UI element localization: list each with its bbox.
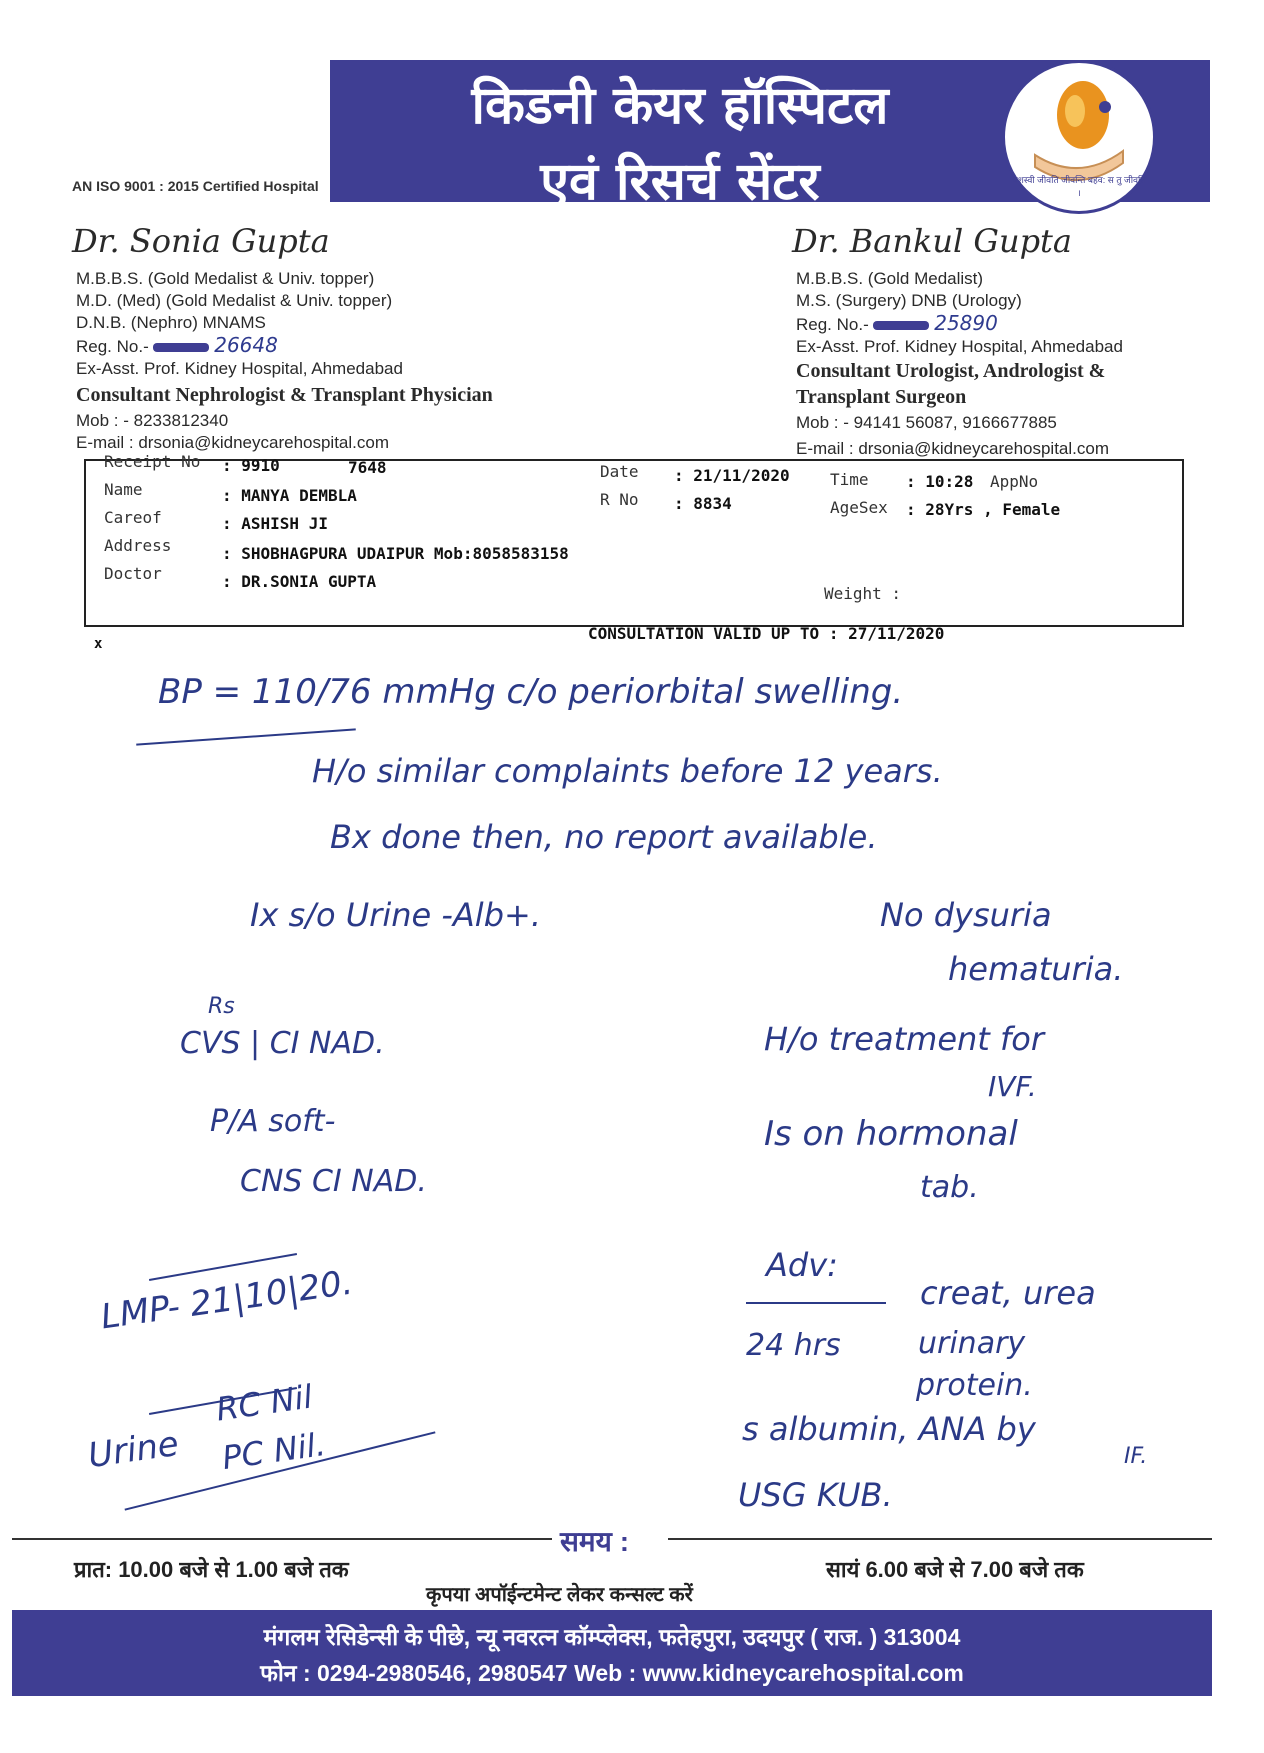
note-cns: CNS CI NAD.	[240, 1164, 427, 1199]
credential-line: D.N.B. (Nephro) MNAMS	[76, 313, 266, 332]
careof-label: Careof	[104, 508, 162, 527]
doctor-value: : DR.SONIA GUPTA	[222, 572, 377, 591]
note-investigation: Ix s/o Urine -Alb+.	[250, 896, 541, 934]
redaction-mark	[873, 321, 929, 330]
evening-hours: सायं 6.00 बजे से 7.00 बजे तक	[826, 1557, 1084, 1582]
rno-value: : 8834	[674, 494, 732, 513]
hospital-title-line1: किडनी केयर हॉस्पिटल	[471, 76, 889, 136]
hospital-logo	[1002, 60, 1156, 214]
doctor-label: Doctor	[104, 564, 162, 583]
note-rs: Rs	[208, 994, 235, 1019]
agesex-value: : 28Yrs , Female	[906, 500, 1061, 519]
doctor-right-name: Dr. Bankul Gupta	[792, 222, 1072, 260]
note-ivf: IVF.	[988, 1070, 1037, 1103]
x-mark: x	[94, 636, 103, 652]
patient-name: : MANYA DEMBLA	[222, 486, 357, 505]
time-value: : 10:28	[906, 472, 974, 491]
doctor-right-credentials	[796, 268, 1123, 358]
role-line: Consultant Urologist, Andrologist &	[796, 360, 1106, 382]
consultation-validity: CONSULTATION VALID UP TO : 27/11/2020	[588, 624, 945, 643]
reg-number-handwritten: 25890	[934, 311, 998, 335]
note-advice-24hrs: 24 hrs	[746, 1328, 841, 1363]
note-lmp: LMP- 21|10|20.	[98, 1262, 356, 1338]
date-value: : 21/11/2020	[674, 466, 790, 485]
receipt-label: Receipt No	[104, 452, 201, 471]
note-advice-label: Adv:	[766, 1246, 838, 1284]
careof-value: : ASHISH JI	[222, 514, 328, 533]
doctor-right-role	[796, 358, 1105, 410]
note-advice-albumin: s albumin, ANA by	[742, 1410, 1036, 1448]
note-hematuria: hematuria.	[948, 950, 1124, 988]
rno-label: R No	[600, 490, 639, 509]
credential-line: Reg. No.- 26648	[76, 333, 278, 357]
note-pa: P/A soft-	[210, 1104, 336, 1139]
morning-hours: प्रात: 10.00 बजे से 1.00 बजे तक	[74, 1557, 349, 1582]
time-label: Time	[830, 470, 869, 489]
credential-line: Ex-Asst. Prof. Kidney Hospital, Ahmedabad	[76, 359, 403, 378]
divider-left	[12, 1538, 552, 1540]
note-no-dysuria: No dysuria	[880, 896, 1052, 934]
note-ho-treatment: H/o treatment for	[764, 1020, 1044, 1058]
date-label: Date	[600, 462, 639, 481]
name-label: Name	[104, 480, 143, 499]
note-advice-if: IF.	[1124, 1444, 1148, 1469]
note-biopsy: Bx done then, no report available.	[330, 818, 878, 856]
iso-certification: AN ISO 9001 : 2015 Certified Hospital	[72, 178, 319, 194]
credential-line: Ex-Asst. Prof. Kidney Hospital, Ahmedabad	[796, 337, 1123, 356]
footer-address: मंगलम रेसिडेन्सी के पीछे, न्यू नवरत्न कॉम्प्लेक्स, फतेहपुरा, उदयपुर ( राज. ) 313004	[263, 1624, 961, 1650]
redaction-mark	[153, 343, 209, 352]
receipt-number-2: 7648	[348, 458, 387, 477]
doctor-right-email: E-mail : drsonia@kidneycarehospital.com	[796, 439, 1109, 458]
hospital-title	[350, 68, 1010, 220]
note-history: H/o similar complaints before 12 years.	[312, 752, 943, 790]
note-urine: Urine	[85, 1423, 182, 1477]
note-urine-pc: PC Nil.	[219, 1424, 328, 1478]
underline-stroke	[136, 728, 356, 745]
doctor-left-mobile: Mob : - 8233812340	[76, 411, 229, 430]
note-hormonal: Is on hormonal	[764, 1114, 1018, 1154]
weight-label: Weight :	[824, 584, 902, 603]
doctor-left-role: Consultant Nephrologist & Transplant Physician	[76, 384, 493, 406]
appointment-note: कृपया अपॉईन्टमेन्ट लेकर कन्सल्ट करें	[426, 1584, 693, 1606]
reg-number-handwritten: 26648	[214, 333, 278, 357]
divider-right	[668, 1538, 1212, 1540]
credential-line: M.S. (Surgery) DNB (Urology)	[796, 291, 1022, 310]
footer-contact: फोन : 0294-2980546, 2980547 Web : www.kidneycarehospital.com	[260, 1660, 964, 1686]
note-advice-protein: protein.	[916, 1368, 1033, 1403]
doctor-left-email: E-mail : drsonia@kidneycarehospital.com	[76, 433, 389, 452]
note-advice-creat-urea: creat, urea	[920, 1274, 1096, 1312]
note-advice-usg: USG KUB.	[738, 1476, 893, 1514]
credential-line: M.D. (Med) (Gold Medalist & Univ. topper)	[76, 291, 393, 310]
receipt-number: : 9910	[222, 456, 280, 475]
agesex-label: AgeSex	[830, 498, 888, 517]
role-line: Transplant Surgeon	[796, 386, 967, 408]
hospital-title-line2: एवं रिसर्च सेंटर	[540, 152, 820, 212]
appno-label: AppNo	[990, 472, 1039, 491]
note-advice-urinary: urinary	[918, 1326, 1026, 1361]
doctor-left-name: Dr. Sonia Gupta	[72, 222, 330, 260]
doctor-left-credentials	[76, 268, 403, 380]
credential-line: M.B.B.S. (Gold Medalist & Univ. topper)	[76, 269, 375, 288]
address-value: : SHOBHAGPURA UDAIPUR Mob:8058583158	[222, 544, 569, 563]
credential-line: M.B.B.S. (Gold Medalist)	[796, 269, 984, 288]
doctor-right-mobile: Mob : - 94141 56087, 9166677885	[796, 413, 1057, 432]
note-urine-rc: RC Nil	[213, 1377, 315, 1429]
note-cvs: CVS | CI NAD.	[180, 1026, 385, 1061]
logo-motto: यशस्वी जीवति जीवन्ति बहव: स तु जीवति ।	[1012, 175, 1146, 198]
samay-label: समय :	[560, 1526, 630, 1557]
address-label: Address	[104, 536, 172, 555]
note-bp-complaint: BP = 110/76 mmHg c/o periorbital swelling.	[158, 672, 904, 712]
underline-stroke	[746, 1302, 886, 1304]
credential-line: Reg. No.- 25890	[796, 311, 998, 335]
note-tab: tab.	[920, 1170, 979, 1205]
